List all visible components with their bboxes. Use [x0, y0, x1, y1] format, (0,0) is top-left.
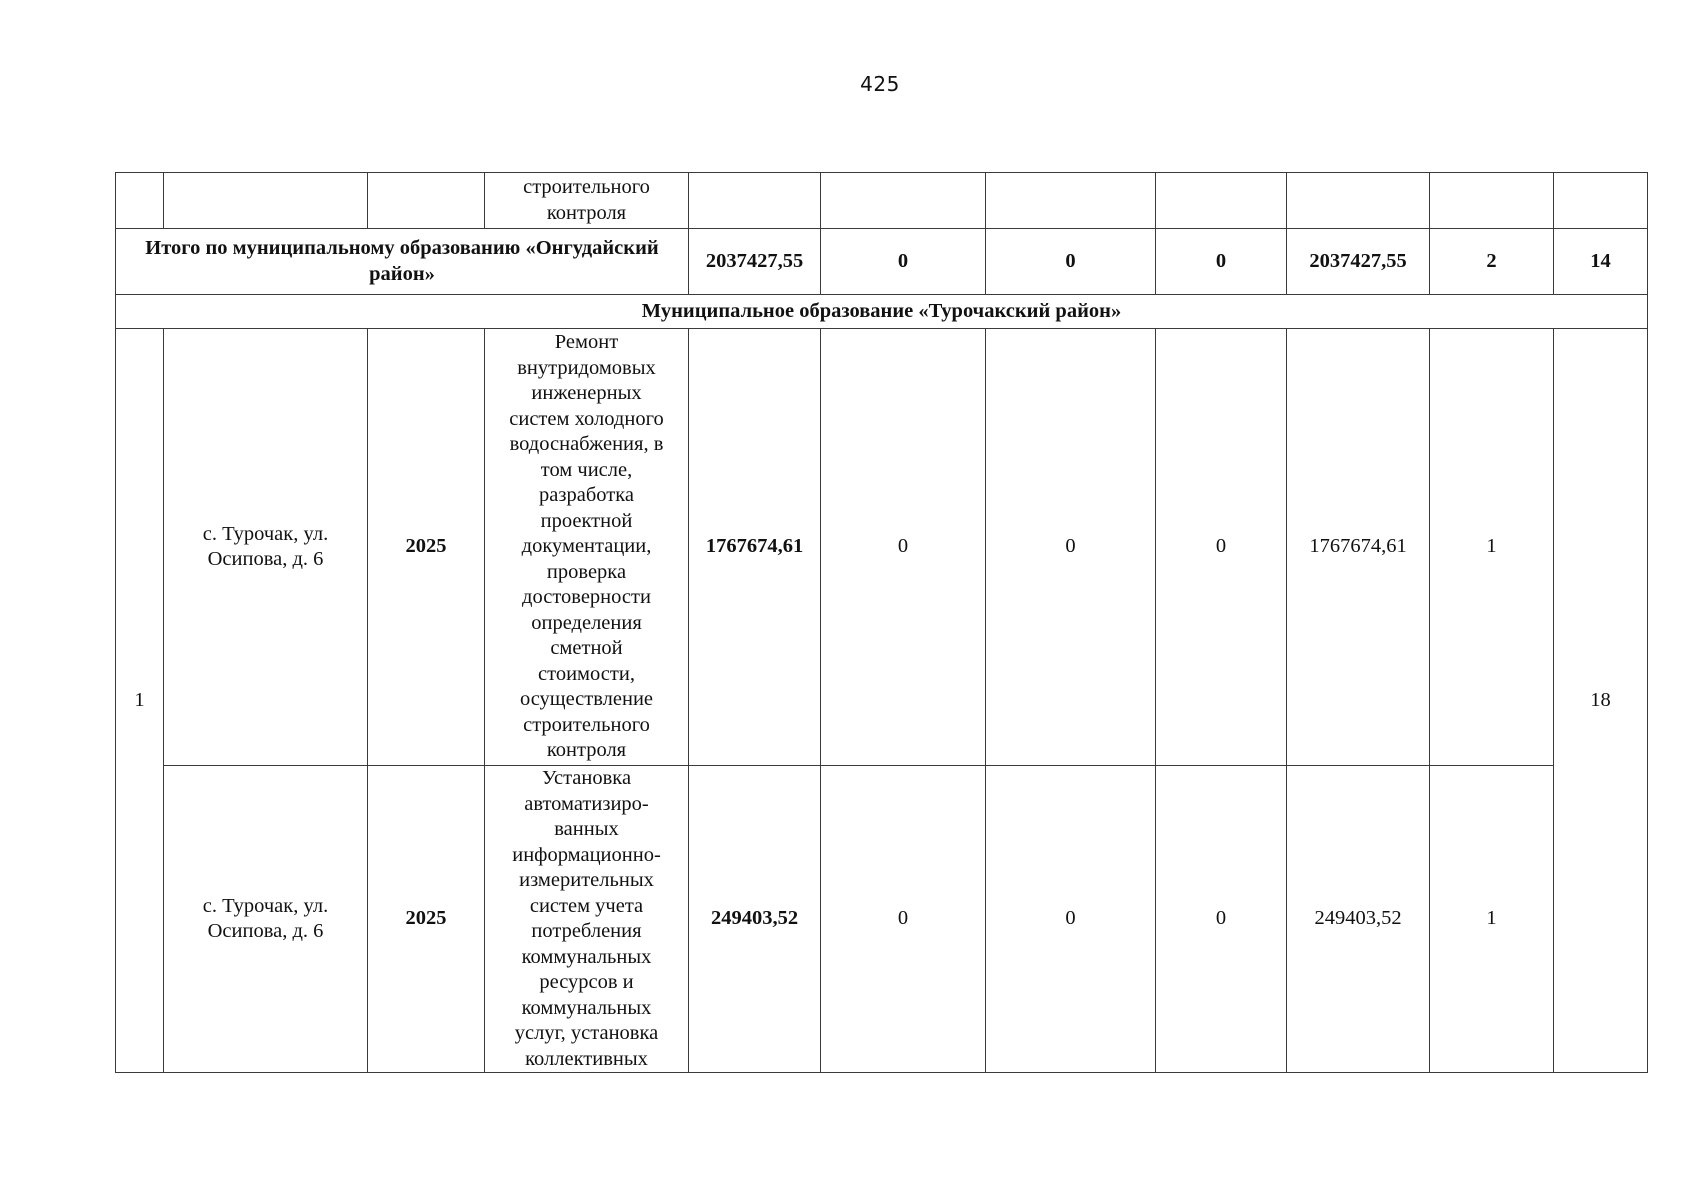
cell-col7: [986, 173, 1156, 229]
cell-col8: 0: [1156, 329, 1287, 766]
cell-col10: [1430, 173, 1554, 229]
cell-address: с. Турочак, ул. Осипова, д. 6: [164, 766, 368, 1073]
cell-col6: 0: [821, 766, 986, 1073]
cell-col9: [1287, 173, 1430, 229]
subtotal-col7: 0: [986, 229, 1156, 295]
cell-description: Ремонт внутридомовых инженерных систем холодного водоснабжения, в том числе, разработка проектной документации, проверка достоверности определения сметной стоимости, осуществление строительного контроля: [485, 329, 689, 766]
cell-address: с. Турочак, ул. Осипова, д. 6: [164, 329, 368, 766]
subtotal-col10: 2: [1430, 229, 1554, 295]
subtotal-row: [116, 229, 1648, 295]
subtotal-col11: 14: [1554, 229, 1648, 295]
cell-col8: 0: [1156, 766, 1287, 1073]
cell-col6: [821, 173, 986, 229]
program-table: [115, 172, 1648, 1073]
cell-year: 2025: [368, 766, 485, 1073]
group-last-col: 18: [1554, 329, 1648, 1073]
cell-total: 1767674,61: [689, 329, 821, 766]
cell-year: 2025: [368, 329, 485, 766]
cell-total: [689, 173, 821, 229]
cell-address: [164, 173, 368, 229]
cell-col8: [1156, 173, 1287, 229]
cell-col10: 1: [1430, 329, 1554, 766]
cell-year: [368, 173, 485, 229]
subtotal-col9: 2037427,55: [1287, 229, 1430, 295]
row-number: 1: [116, 329, 164, 1073]
region-heading: Муниципальное образование «Турочакский район»: [116, 295, 1648, 329]
cell-col7: 0: [986, 766, 1156, 1073]
table-row: [116, 766, 1648, 1073]
subtotal-col8: 0: [1156, 229, 1287, 295]
cell-col11: [1554, 173, 1648, 229]
cell-description: строительного контроля: [485, 173, 689, 229]
cell-col7: 0: [986, 329, 1156, 766]
cell-total: 249403,52: [689, 766, 821, 1073]
cell-col9: 249403,52: [1287, 766, 1430, 1073]
cell-col6: 0: [821, 329, 986, 766]
subtotal-col6: 0: [821, 229, 986, 295]
cell-col9: 1767674,61: [1287, 329, 1430, 766]
region-heading-row: [116, 295, 1648, 329]
cell-col10: 1: [1430, 766, 1554, 1073]
cell-description: Установка автоматизиро- ванных информационно- измерительных систем учета потребления коммунальных ресурсов и коммунальных услуг, установка коллективных: [485, 766, 689, 1073]
page-number: 425: [860, 72, 900, 96]
cell-number: [116, 173, 164, 229]
subtotal-total: 2037427,55: [689, 229, 821, 295]
subtotal-label: Итого по муниципальному образованию «Онгудайский район»: [116, 229, 689, 295]
continuation-row: [116, 173, 1648, 229]
table-row: [116, 329, 1648, 766]
